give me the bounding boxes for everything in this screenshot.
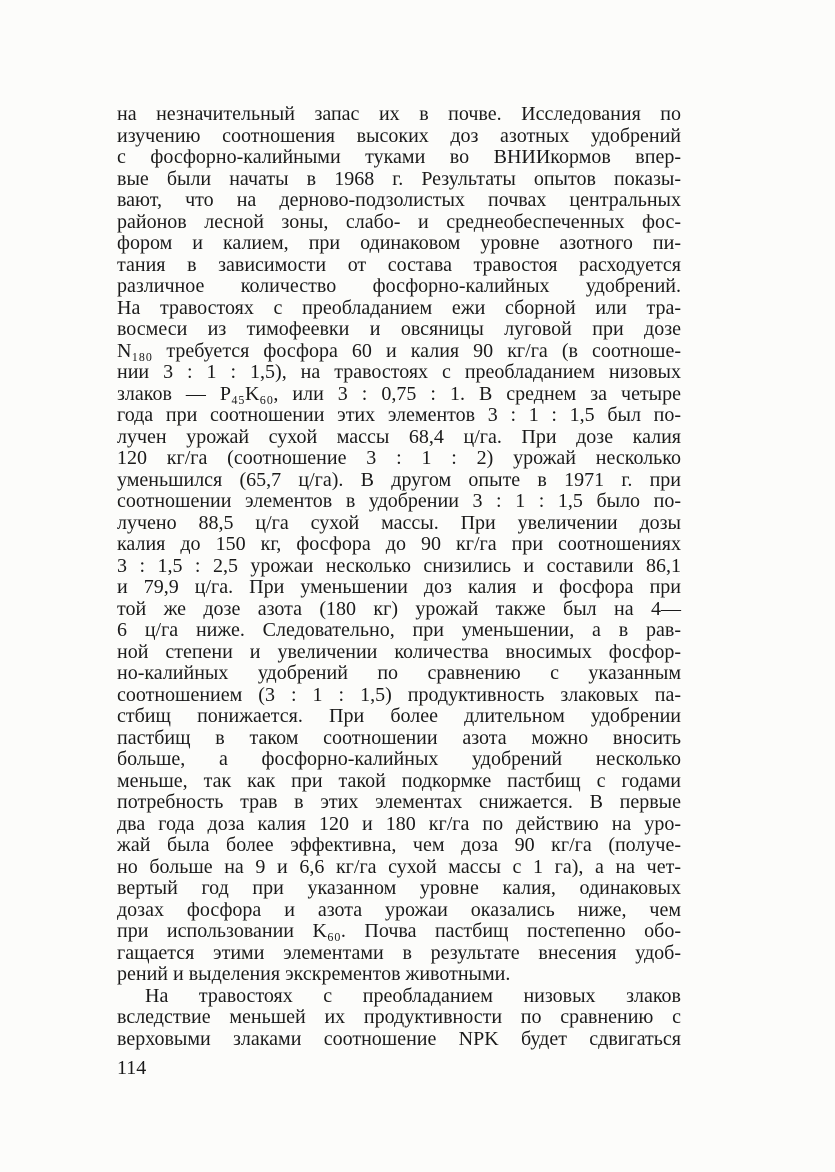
text-line: стбищ понижается. При более длительном удобрении — [117, 705, 681, 727]
text-line: 3 : 1,5 : 2,5 урожаи несколько снизились и составили 86,1 — [117, 554, 681, 577]
text-line: два года доза калия 120 и 180 кг/га по действию на уро- — [117, 812, 681, 835]
text-line: вают, что на дерново-подзолистых почвах центральных — [117, 189, 681, 211]
body-text — [117, 104, 681, 1050]
text-line: фором и калием, при одинаковом уровне азотного пи- — [117, 232, 681, 254]
text-line: пастбищ в таком соотношении азота можно вносить — [117, 726, 681, 749]
text-line: 6 ц/га ниже. Следовательно, при уменьшении, а в рав- — [117, 619, 681, 641]
paragraph-1 — [117, 104, 681, 986]
text-line: жай была более эффективна, чем доза 90 кг/га (получе- — [117, 834, 681, 856]
text-line: но больше на 9 и 6,6 кг/га сухой массы с 1 га), а на чет- — [117, 855, 681, 878]
text-line: рений и выделения экскрементов животными. — [117, 963, 511, 985]
text-line: калия до 150 кг, фосфора до 90 кг/га при соотношениях — [117, 533, 681, 555]
text-line: N₁₈₀ требуется фосфора 60 и калия 90 кг/га (в соотноше- — [117, 339, 681, 362]
text-line: соотношением (3 : 1 : 1,5) продуктивность злаковых па- — [117, 683, 681, 706]
text-line: различное количество фосфорно-калийных удобрений. — [117, 275, 681, 297]
text-line: верховыми злаками соотношение NPK будет сдвигаться — [117, 1027, 681, 1050]
text-line: вследствие меньшей их продуктивности по сравнению с — [117, 1006, 681, 1028]
text-line: восмеси из тимофеевки и овсяницы луговой при дозе — [117, 318, 681, 340]
text-line: злаков — P₄₅K₆₀, или 3 : 0,75 : 1. В среднем за четыре — [117, 382, 681, 405]
text-line: лучено 88,5 ц/га сухой массы. При увеличении дозы — [117, 511, 681, 534]
text-line: соотношении элементов в удобрении 3 : 1 : 1,5 было по- — [117, 490, 681, 512]
text-line: но-калийных удобрений по сравнению с указанным — [117, 662, 681, 684]
text-line: года при соотношении этих элементов 3 : 1 : 1,5 был по- — [117, 404, 681, 426]
text-line: вертый год при указанном уровне калия, одинаковых — [117, 877, 681, 899]
text-line: нии 3 : 1 : 1,5), на травостоях с преобладанием низовых — [117, 361, 681, 383]
text-line: ной степени и увеличении количества вносимых фосфор- — [117, 640, 681, 663]
text-line: при использовании K₆₀. Почва пастбищ постепенно обо- — [117, 920, 681, 942]
text-line: потребность трав в этих элементах снижается. В первые — [117, 791, 681, 813]
text-line: больше, а фосфорно-калийных удобрений несколько — [117, 748, 681, 770]
text-line: На травостоях с преобладанием ежи сборной или тра- — [117, 296, 681, 319]
text-line: лучен урожай сухой массы 68,4 ц/га. При дозе калия — [117, 425, 681, 448]
text-line: вые были начаты в 1968 г. Результаты опытов показы- — [117, 167, 681, 190]
text-line: меньше, так как при такой подкормке пастбищ с годами — [117, 769, 681, 792]
text-line: с фосфорно-калийными туками во ВНИИкормов впер- — [117, 146, 681, 168]
text-line: и 79,9 ц/га. При уменьшении доз калия и фосфора при — [117, 576, 681, 598]
text-line: районов лесной зоны, слабо- и среднеобеспеченных фос- — [117, 210, 681, 233]
text-line: той же дозе азота (180 кг) урожай также был на 4— — [117, 597, 681, 620]
page-number: 114 — [117, 1057, 147, 1079]
text-line: дозах фосфора и азота урожаи оказались ниже, чем — [117, 898, 681, 921]
text-line: 120 кг/га (соотношение 3 : 1 : 2) урожай несколько — [117, 447, 681, 469]
text-line: тания в зависимости от состава травостоя расходуется — [117, 253, 681, 276]
text-line: уменьшился (65,7 ц/га). В другом опыте в 1971 г. при — [117, 468, 681, 491]
text-line: На травостоях с преобладанием низовых злаков — [145, 984, 681, 1007]
text-line: гащается этими элементами в результате внесения удоб- — [117, 941, 681, 964]
text-line: изучению соотношения высоких доз азотных удобрений — [117, 124, 681, 147]
text-line: на незначительный запас их в почве. Исследования по — [117, 103, 681, 125]
paragraph-2 — [117, 986, 681, 1051]
